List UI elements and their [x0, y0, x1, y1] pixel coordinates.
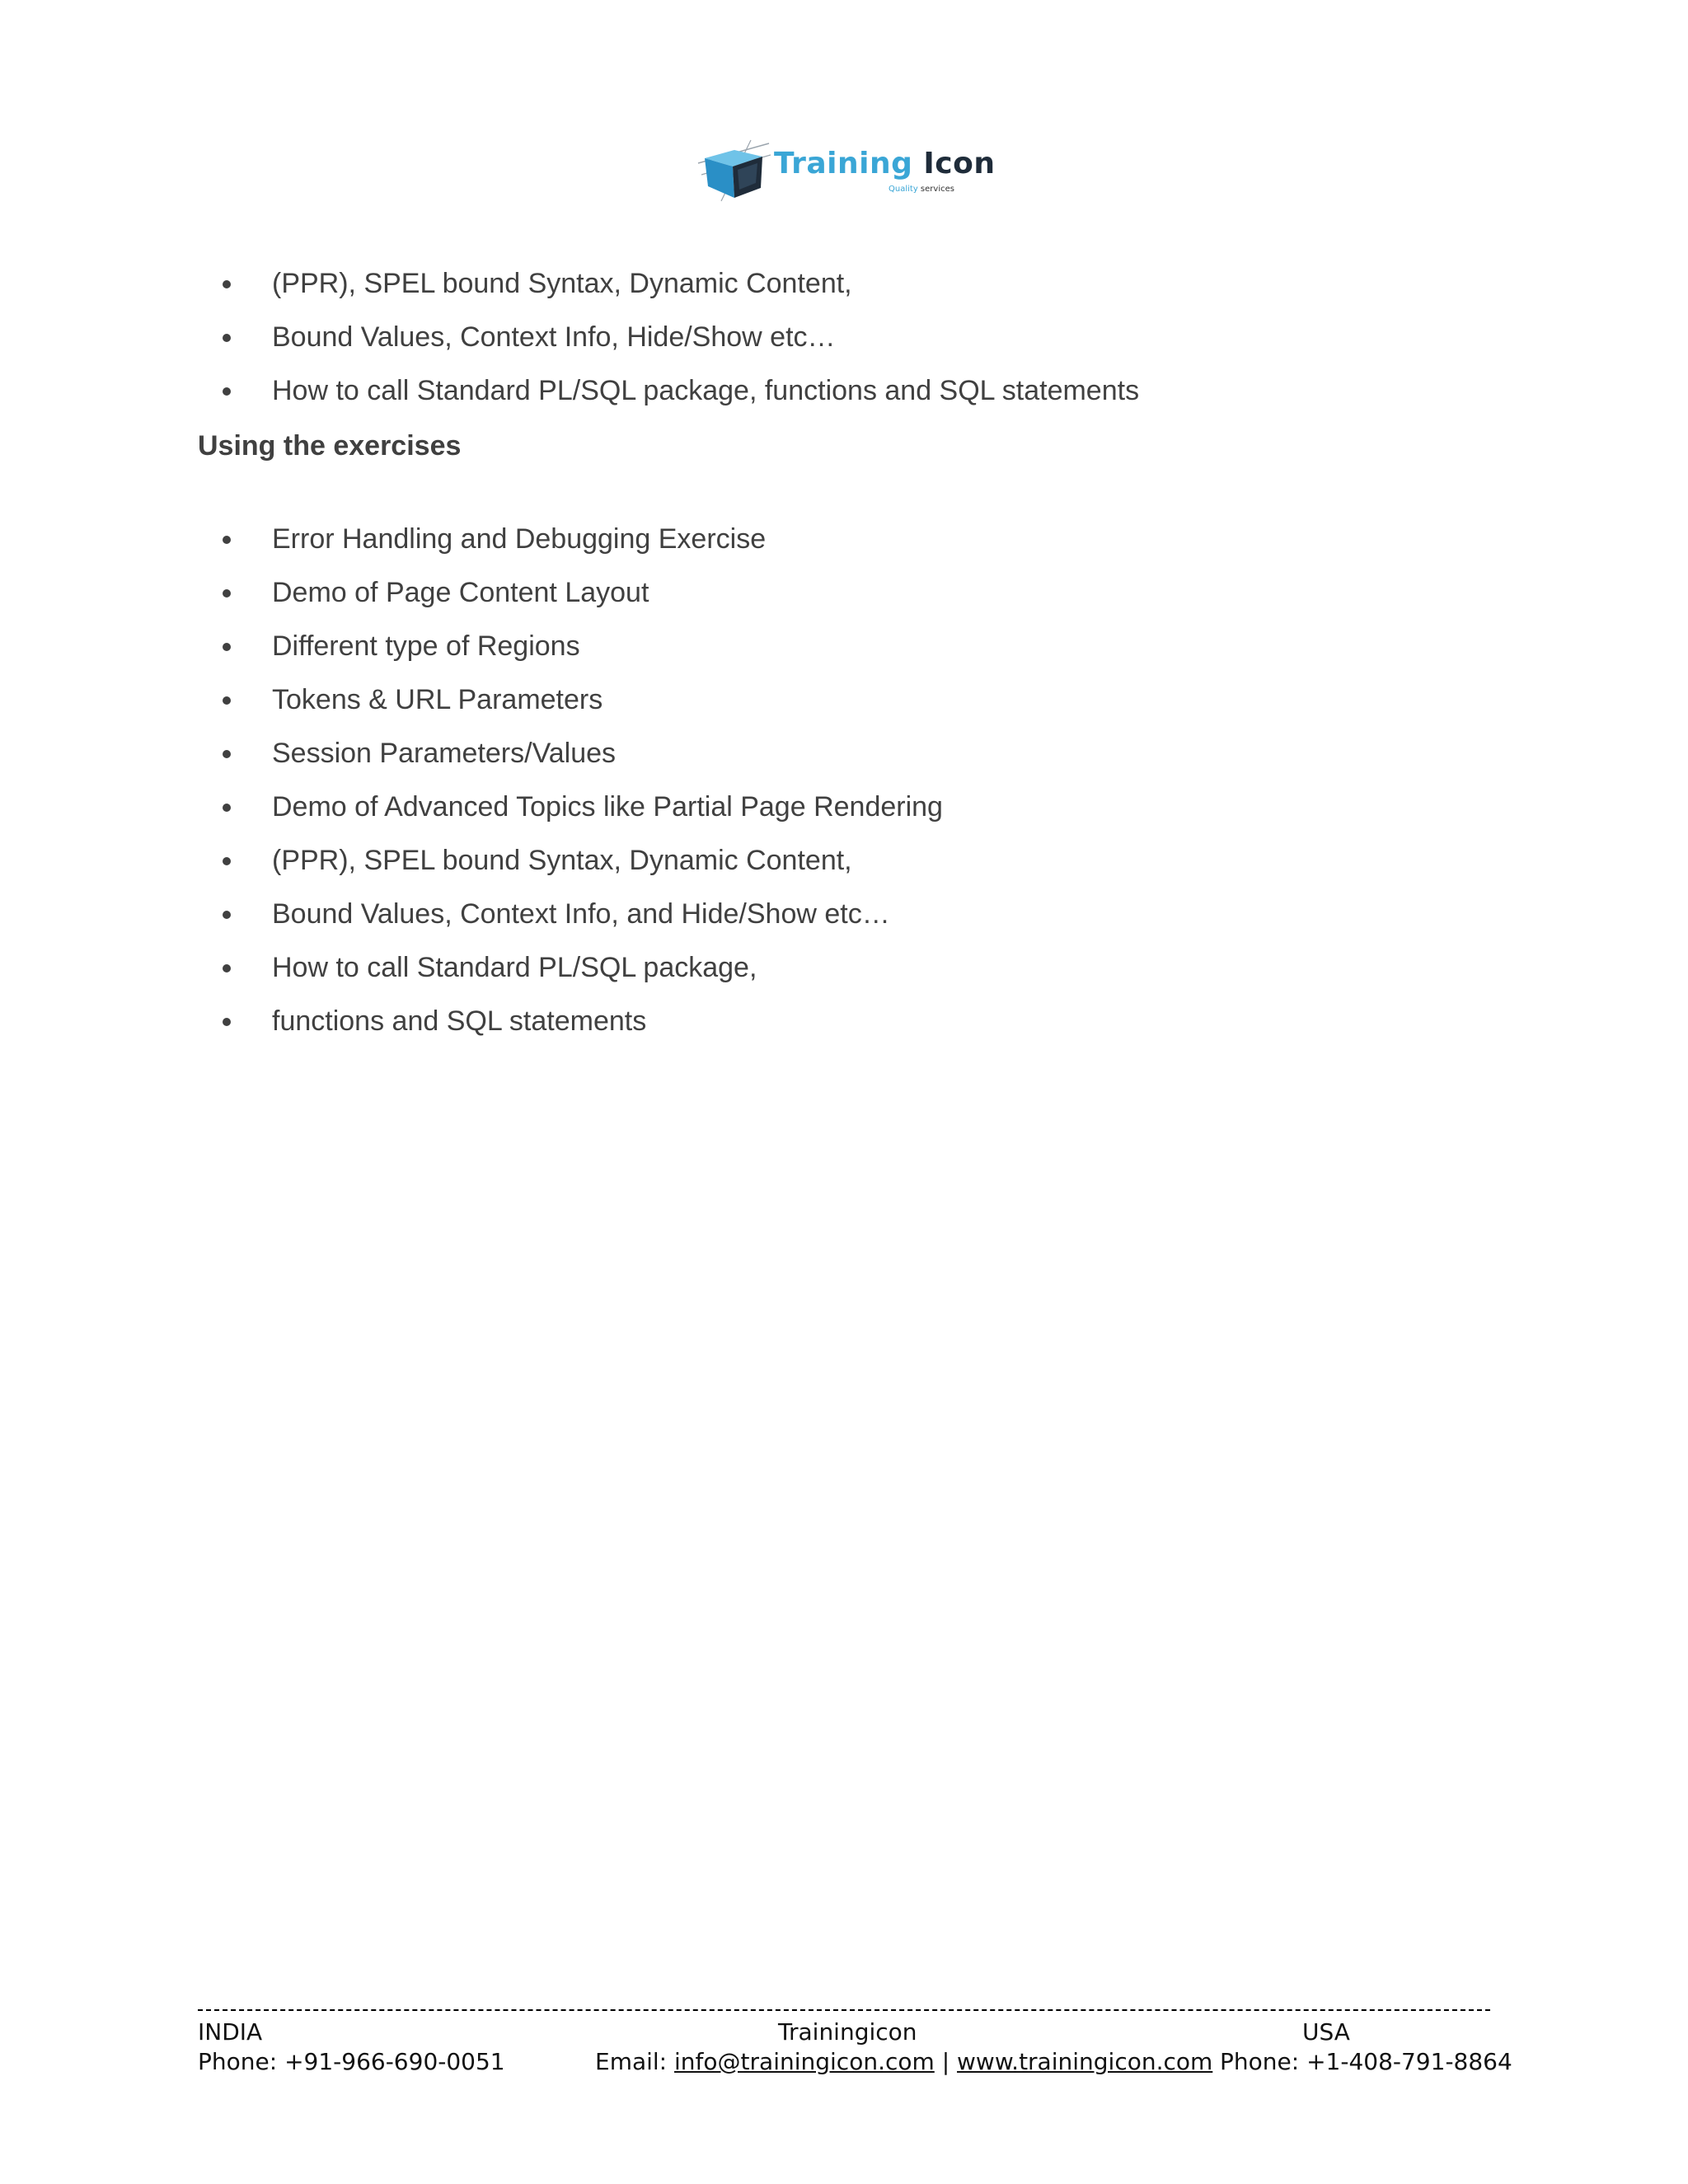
footer-email-link[interactable]: info@trainingicon.com: [674, 2048, 935, 2075]
cube-logo-icon: [696, 138, 771, 204]
bullet-icon: [223, 857, 231, 865]
bullet-icon: [223, 536, 231, 544]
bullet-icon: [223, 643, 231, 651]
footer-separator: |: [941, 2048, 950, 2075]
bullet-icon: [223, 964, 231, 972]
footer-contact-line: [595, 2047, 1212, 2077]
section-heading: Using the exercises: [198, 430, 462, 462]
bullet-icon: [223, 280, 231, 288]
logo-tagline-services: services: [920, 185, 954, 194]
logo-tagline-quality: Quality: [889, 185, 918, 194]
bullet-icon: [223, 750, 231, 758]
footer-usa-title: USA: [1302, 2018, 1350, 2046]
logo-word-training: Training: [774, 147, 913, 180]
logo-wordmark: [774, 147, 996, 180]
footer-divider: [198, 2009, 1490, 2011]
bullet-icon: [223, 589, 231, 598]
bullet-icon: [223, 804, 231, 812]
page-footer: [198, 2018, 1512, 2083]
footer-usa-phone: Phone: +1-408-791-8864: [1220, 2048, 1512, 2075]
footer-website-link[interactable]: www.trainingicon.com: [957, 2048, 1213, 2075]
footer-india-title: INDIA: [198, 2018, 263, 2046]
bullet-icon: [223, 911, 231, 919]
logo-word-icon: Icon: [923, 147, 996, 180]
footer-india-phone: Phone: +91-966-690-0051: [198, 2048, 505, 2075]
footer-company-name: Trainingicon: [778, 2018, 917, 2046]
bullet-icon: [223, 1018, 231, 1026]
footer-email-label: Email:: [595, 2048, 668, 2075]
logo-tagline: [889, 185, 954, 194]
company-logo: [696, 138, 996, 204]
bullet-icon: [223, 387, 231, 396]
bullet-icon: [223, 696, 231, 705]
bullet-icon: [223, 334, 231, 342]
